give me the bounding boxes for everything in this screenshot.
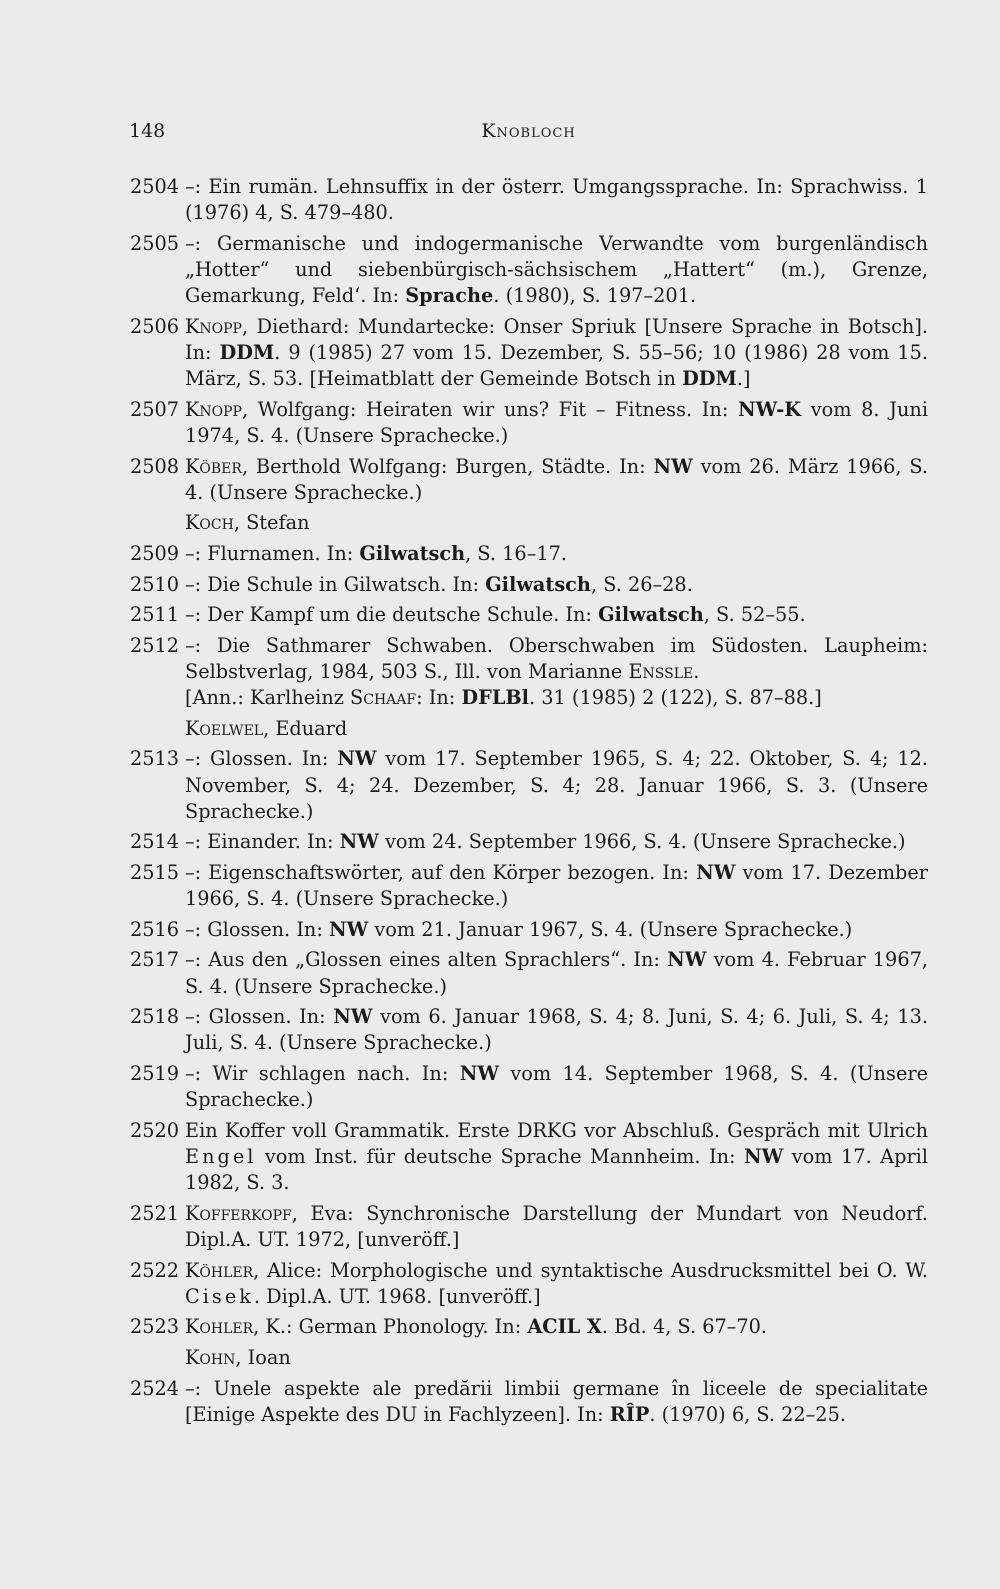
source-title: NW xyxy=(333,1005,373,1029)
entry-text-segment: –: Wir schlagen nach. In: xyxy=(185,1061,460,1085)
entry-number: 2521 xyxy=(130,1201,180,1225)
entry-text-segment: –: Aus den „Glossen eines alten Sprachlers“. In: xyxy=(185,948,668,972)
bibliography-entry xyxy=(130,602,928,628)
entry-number: 2516 xyxy=(130,917,180,941)
source-title: DFLBl xyxy=(461,686,529,710)
entry-text xyxy=(185,572,928,598)
entry-text-segment: vom 17. April 1982, S. 3. xyxy=(185,1144,928,1195)
entry-text xyxy=(185,314,928,393)
entry-text xyxy=(185,1118,928,1197)
bibliography-entry xyxy=(130,1118,928,1197)
entry-number: 2513 xyxy=(130,747,180,771)
entry-text xyxy=(185,1314,928,1340)
bibliography-entry xyxy=(130,1314,928,1340)
bibliography-entry xyxy=(130,829,928,855)
entry-text xyxy=(185,1376,928,1428)
entry-text-segment: vom 24. September 1966, S. 4. (Unsere Sprachecke.) xyxy=(378,830,906,854)
entry-text xyxy=(185,454,928,506)
source-title: NW xyxy=(339,830,379,854)
entry-text-segment: . Bd. 4, S. 67–70. xyxy=(601,1315,768,1339)
author-heading xyxy=(130,510,928,536)
entry-text-segment: , Stefan xyxy=(233,511,310,535)
entry-text-segment: Cisek xyxy=(185,1284,254,1308)
entry-text-segment: , Alice: Morphologische und syntaktische Ausdrucksmittel bei O. W. xyxy=(253,1258,928,1282)
author-name: Enssle xyxy=(628,659,694,683)
entry-text-segment: , Wolfgang: Heiraten wir uns? Fit – Fitness. In: xyxy=(241,397,739,421)
entry-text-segment: . Dipl.A. UT. 1968. [unveröff.] xyxy=(253,1284,541,1308)
entry-number: 2520 xyxy=(130,1118,180,1142)
entry-text-segment: , Berthold Wolfgang: Burgen, Städte. In: xyxy=(241,454,654,478)
entry-text-segment: , Eva: Synchronische Darstellung der Mundart von Neudorf. Dipl.A. UT. 1972, [unveröff.] xyxy=(185,1201,928,1251)
entry-text-segment: –: Unele aspekte ale predării limbii germane în liceele de specialitate [Einige Aspekte des DU in Fachlyzeen]. In: xyxy=(185,1376,928,1426)
bibliography-entry xyxy=(130,1201,928,1253)
entry-text xyxy=(185,174,928,226)
source-title: NW xyxy=(337,747,377,771)
entry-number: 2508 xyxy=(130,454,180,478)
author-name: Knopp xyxy=(185,314,242,338)
author-name: Köber xyxy=(185,454,242,478)
entry-number: 2518 xyxy=(130,1005,180,1029)
entry-text xyxy=(185,829,928,855)
entry-number: 2512 xyxy=(130,633,180,657)
author-name: Koch xyxy=(185,511,234,535)
entry-text xyxy=(185,1258,928,1310)
entry-text-segment: vom Inst. für deutsche Sprache Mannheim. In: xyxy=(256,1144,744,1168)
entry-text-segment: vom 21. Januar 1967, S. 4. (Unsere Sprachecke.) xyxy=(368,917,853,941)
entry-number: 2510 xyxy=(130,572,180,596)
entry-text xyxy=(185,947,928,999)
source-title: NW xyxy=(696,860,736,884)
entry-text-segment: : In: xyxy=(416,686,462,710)
entry-text xyxy=(185,541,928,567)
entry-text xyxy=(185,860,928,912)
running-title: Knobloch xyxy=(481,120,576,142)
source-title: NW xyxy=(667,948,707,972)
entry-text-segment: , Eduard xyxy=(263,716,348,740)
entry-text xyxy=(185,1061,928,1113)
source-title: Gilwatsch xyxy=(485,572,591,596)
bibliography-entry xyxy=(130,174,928,226)
source-title: NW xyxy=(328,917,369,941)
entry-text-segment: . (1980), S. 197–201. xyxy=(493,284,697,308)
entry-number: 2519 xyxy=(130,1061,180,1085)
entry-text-segment: –: Einander. In: xyxy=(185,830,340,854)
bibliography-list xyxy=(130,174,928,1432)
entry-text-segment: vom 17. Dezember 1966, S. 4. (Unsere Sprachecke.) xyxy=(185,860,928,911)
bibliography-entry xyxy=(130,746,928,825)
entry-number: 2509 xyxy=(130,541,180,565)
entry-text-segment: . 31 (1985) 2 (122), S. 87–88.] xyxy=(529,686,822,710)
entry-text xyxy=(185,746,928,825)
source-title: DDM xyxy=(682,367,737,391)
entry-text-segment: –: Flurnamen. In: xyxy=(185,541,360,565)
entry-text-segment: vom 17. September 1965, S. 4; 22. Oktober, S. 4; 12. November, S. 4; 24. Dezember, S. 4; 28. Januar 1966, S. 3. (Unsere Sprachecke.) xyxy=(185,747,929,823)
source-title: NW xyxy=(744,1144,784,1168)
source-title: Sprache xyxy=(405,284,494,308)
entry-text-segment: , Diethard: Mundartecke: Onser Spriuk [Unsere Sprache in Botsch]. In: xyxy=(185,314,928,364)
author-heading xyxy=(130,716,928,742)
entry-text-segment: Engel xyxy=(185,1144,257,1168)
entry-number: 2511 xyxy=(130,603,180,627)
entry-text-segment: –: Glossen. In: xyxy=(185,917,329,941)
author-heading xyxy=(130,1345,928,1371)
entry-text-segment: .] xyxy=(736,367,751,391)
entry-text xyxy=(185,231,928,310)
entry-text-segment: –: Die Schule in Gilwatsch. In: xyxy=(185,572,486,596)
page-number: 148 xyxy=(129,120,166,142)
bibliography-entry xyxy=(130,314,928,393)
entry-text-segment: . 9 (1985) 27 vom 15. Dezember, S. 55–56; 10 (1986) 28 vom 15. März, S. 53. [Heimatblatt der Gemeinde Botsch in xyxy=(185,341,928,391)
bibliography-entry xyxy=(130,397,928,449)
entry-number: 2517 xyxy=(130,948,180,972)
entry-text xyxy=(185,1201,928,1253)
page-header xyxy=(129,120,928,148)
bibliography-entry xyxy=(130,1061,928,1113)
source-title: ACIL X xyxy=(527,1315,602,1339)
entry-text-segment: vom 8. Juni 1974, S. 4. (Unsere Sprachecke.) xyxy=(185,397,928,447)
entry-number: 2523 xyxy=(130,1315,180,1339)
entry-text-segment: vom 14. September 1968, S. 4. (Unsere Sprachecke.) xyxy=(185,1061,928,1112)
entry-text-segment: –: Glossen. In: xyxy=(185,747,338,771)
entry-text-segment: –: Glossen. In: xyxy=(185,1005,334,1029)
author-name: Kohler xyxy=(185,1315,254,1339)
source-title: DDM xyxy=(219,341,275,364)
entry-text-segment: vom 6. Januar 1968, S. 4; 8. Juni, S. 4; 6. Juli, S. 4; 13. Juli, S. 4. (Unsere Sprachecke.) xyxy=(185,1005,928,1055)
entry-text-segment: , K.: German Phonology. In: xyxy=(253,1315,528,1339)
entry-number: 2522 xyxy=(130,1258,180,1282)
entry-number: 2524 xyxy=(130,1376,180,1400)
bibliography-entry xyxy=(130,541,928,567)
entry-text-segment: –: Der Kampf um die deutsche Schule. In: xyxy=(185,603,599,627)
entry-number: 2506 xyxy=(130,314,180,338)
entry-text-segment: vom 26. März 1966, S. 4. (Unsere Sprachecke.) xyxy=(185,454,929,504)
entry-number: 2514 xyxy=(130,830,180,854)
entry-text-segment: –: Germanische und indogermanische Verwandte vom burgenländisch „Hotter“ und siebenbürgisch-sächsischem „Hattert“ (m.), Grenze, Gemarkung, Feld‘. In: xyxy=(185,231,928,308)
entry-text-segment: , Ioan xyxy=(235,1345,291,1369)
entry-text-segment: , S. 26–28. xyxy=(590,572,693,596)
bibliography-entry xyxy=(130,572,928,598)
bibliography-entry xyxy=(130,1004,928,1056)
bibliography-entry xyxy=(130,917,928,943)
bibliography-entry xyxy=(130,1376,928,1428)
bibliography-entry xyxy=(130,947,928,999)
source-title: RÎP xyxy=(609,1402,650,1426)
entry-text xyxy=(185,917,928,943)
author-name: Knopp xyxy=(185,397,242,421)
author-name: Koelwel xyxy=(185,716,264,740)
entry-text-segment: . xyxy=(693,659,700,683)
entry-text-segment: –: Ein rumän. Lehnsuffix in der österr. Umgangssprache. In: Sprachwiss. 1 (1976) 4, S. 479–480. xyxy=(185,175,928,225)
entry-text-segment: [Ann.: Karlheinz xyxy=(185,686,351,710)
bibliography-entry xyxy=(130,231,928,310)
entry-text xyxy=(185,1004,928,1056)
entry-text-segment: . (1970) 6, S. 22–25. xyxy=(649,1402,846,1426)
entry-text-segment: Ein Koffer voll Grammatik. Erste DRKG vor Abschluß. Gespräch mit Ulrich xyxy=(185,1118,928,1142)
source-title: NW xyxy=(653,454,693,478)
entry-text-segment: –: Eigenschaftswörter, auf den Körper bezogen. In: xyxy=(185,860,697,884)
bibliography-entry xyxy=(130,1258,928,1310)
source-title: Gilwatsch xyxy=(598,603,704,627)
source-title: Gilwatsch xyxy=(359,541,466,565)
author-name: Köhler xyxy=(185,1258,254,1282)
author-name: Kofferkopf xyxy=(185,1201,292,1225)
entry-text xyxy=(185,397,928,449)
bibliography-entry xyxy=(130,860,928,912)
bibliography-entry xyxy=(130,633,928,712)
entry-number: 2515 xyxy=(130,860,180,884)
bibliography-entry xyxy=(130,454,928,506)
entry-text-segment: vom 4. Februar 1967, S. 4. (Unsere Sprachecke.) xyxy=(185,948,928,998)
entry-text-segment: , S. 16–17. xyxy=(465,541,568,565)
author-name: Schaaf xyxy=(350,686,417,710)
entry-text xyxy=(185,602,928,628)
source-title: NW xyxy=(459,1061,500,1085)
source-title: NW-K xyxy=(738,397,801,421)
entry-number: 2507 xyxy=(130,397,180,421)
entry-number: 2504 xyxy=(130,175,180,198)
entry-text-segment: , S. 52–55. xyxy=(703,603,806,627)
entry-text xyxy=(185,633,928,712)
entry-text-segment: –: Die Sathmarer Schwaben. Oberschwaben im Südosten. Laupheim: Selbstverlag, 1984, 503 S., Ill. von Marianne xyxy=(185,633,928,683)
entry-number: 2505 xyxy=(130,231,180,255)
author-name: Kohn xyxy=(185,1345,236,1369)
